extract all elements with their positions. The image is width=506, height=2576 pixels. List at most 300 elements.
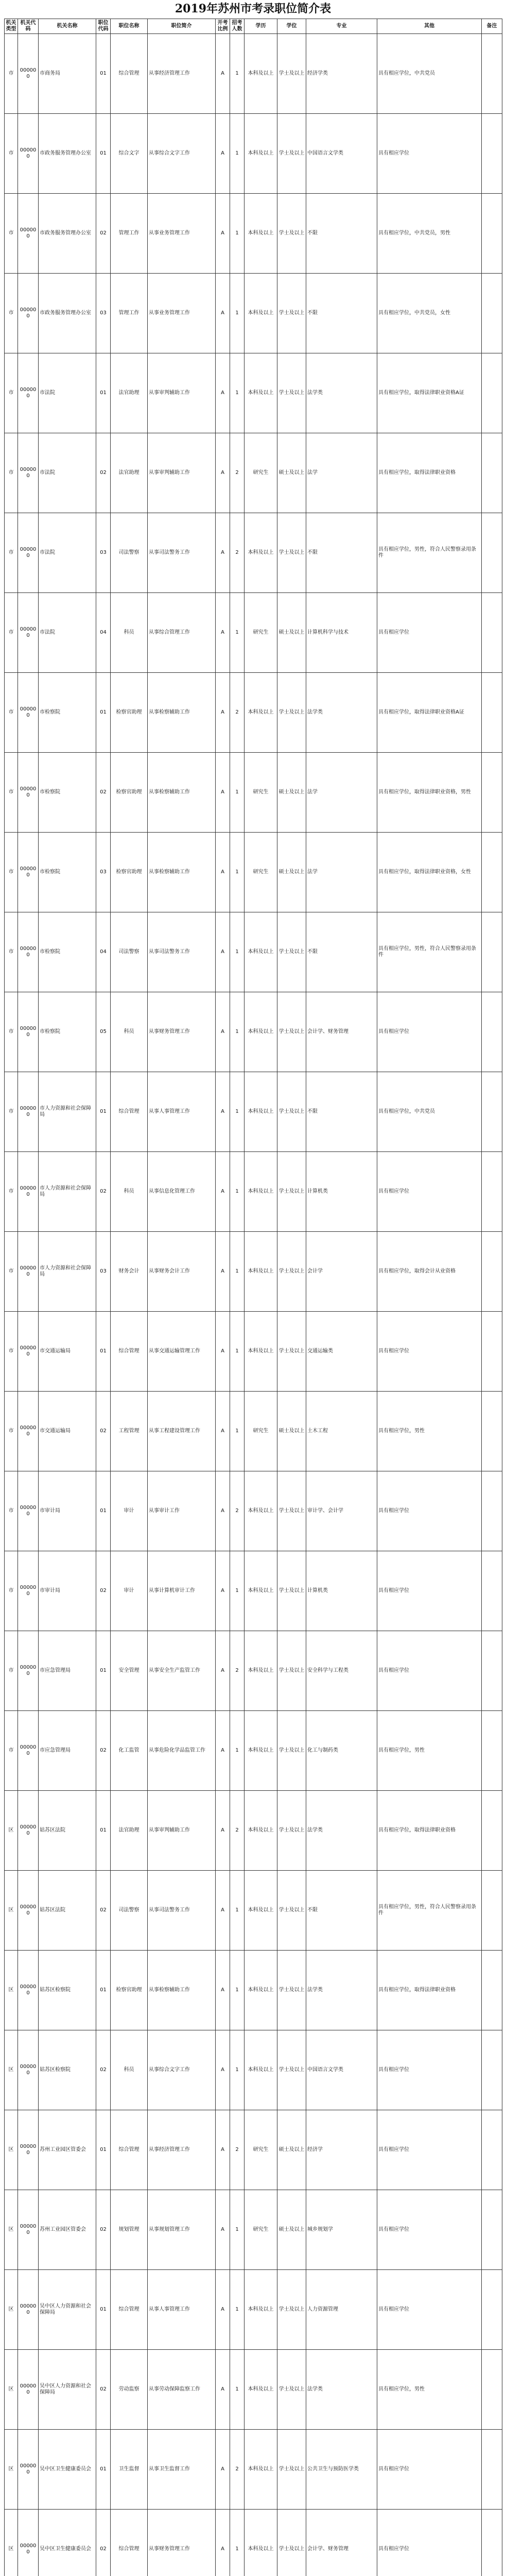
- cell-position-name: 综合管理: [111, 2510, 148, 2576]
- cell-major: 会计学: [306, 1232, 377, 1312]
- column-header-position-name: 职位名称: [111, 19, 148, 34]
- cell-degree: 学士及以上: [277, 912, 306, 992]
- cell-agency-name: 吴中区卫生健康委员会: [39, 2430, 96, 2510]
- cell-position-code: 01: [96, 1631, 111, 1711]
- cell-education: 本科及以上: [245, 1551, 277, 1631]
- cell-position-code: 01: [96, 34, 111, 114]
- cell-headcount: 1: [230, 1871, 245, 1951]
- cell-exam-ratio: A: [216, 912, 230, 992]
- cell-degree: 硕士及以上: [277, 593, 306, 673]
- cell-degree: 学士及以上: [277, 2270, 306, 2350]
- cell-agency-type: 市: [5, 753, 18, 833]
- cell-other-requirements: 具有相应学位，男性，符合人民警察录用条件: [377, 513, 482, 593]
- cell-exam-ratio: A: [216, 1791, 230, 1871]
- cell-exam-ratio: A: [216, 513, 230, 593]
- cell-agency-type: 区: [5, 2030, 18, 2110]
- table-row: [5, 1711, 502, 1791]
- cell-headcount: 1: [230, 992, 245, 1072]
- cell-degree: 学士及以上: [277, 194, 306, 274]
- table-row: [5, 1392, 502, 1471]
- cell-position-code: 02: [96, 2350, 111, 2430]
- cell-major: 经济学: [306, 2110, 377, 2190]
- table-row: [5, 992, 502, 1072]
- cell-agency-code: 000000: [18, 2190, 39, 2270]
- cell-headcount: 1: [230, 593, 245, 673]
- cell-headcount: 1: [230, 2350, 245, 2430]
- cell-position-name: 司法警察: [111, 912, 148, 992]
- cell-position-name: 综合管理: [111, 1312, 148, 1392]
- cell-position-name: 检察官助理: [111, 753, 148, 833]
- cell-other-requirements: 具有相应学位，男性: [377, 1711, 482, 1791]
- cell-position-code: 01: [96, 114, 111, 194]
- cell-agency-code: 000000: [18, 513, 39, 593]
- cell-position-desc: 从事审判辅助工作: [148, 353, 216, 433]
- cell-major: 法学类: [306, 673, 377, 753]
- cell-remarks: [482, 2030, 502, 2110]
- table-row: [5, 1471, 502, 1551]
- cell-headcount: 1: [230, 1072, 245, 1152]
- cell-headcount: 2: [230, 1791, 245, 1871]
- cell-major: 中国语言文学类: [306, 114, 377, 194]
- cell-headcount: 1: [230, 833, 245, 912]
- cell-other-requirements: 具有相应学位，取得法律职业资格，男性: [377, 753, 482, 833]
- cell-education: 本科及以上: [245, 1471, 277, 1551]
- cell-position-desc: 从事司法警务工作: [148, 1871, 216, 1951]
- cell-position-desc: 从事司法警务工作: [148, 513, 216, 593]
- cell-remarks: [482, 673, 502, 753]
- cell-headcount: 1: [230, 1551, 245, 1631]
- cell-major: 不限: [306, 274, 377, 353]
- cell-position-desc: 从事人事管理工作: [148, 2270, 216, 2350]
- cell-other-requirements: 具有相应学位，取得会计从业资格: [377, 1232, 482, 1312]
- cell-agency-name: 姑苏区法院: [39, 1791, 96, 1871]
- cell-other-requirements: 具有相应学位: [377, 114, 482, 194]
- cell-education: 研究生: [245, 2110, 277, 2190]
- cell-agency-type: 区: [5, 2110, 18, 2190]
- table-row: [5, 1631, 502, 1711]
- cell-degree: 硕士及以上: [277, 2110, 306, 2190]
- cell-position-desc: 从事经济管理工作: [148, 34, 216, 114]
- cell-remarks: [482, 833, 502, 912]
- cell-agency-code: 000000: [18, 433, 39, 513]
- cell-position-code: 02: [96, 1551, 111, 1631]
- cell-agency-type: 市: [5, 1152, 18, 1232]
- cell-agency-code: 000000: [18, 1312, 39, 1392]
- cell-position-code: 02: [96, 753, 111, 833]
- cell-major: 会计学、财务管理: [306, 992, 377, 1072]
- table-row: [5, 1951, 502, 2030]
- column-header-education: 学历: [245, 19, 277, 34]
- cell-major: 不限: [306, 1072, 377, 1152]
- cell-degree: 学士及以上: [277, 34, 306, 114]
- cell-position-desc: 从事检察辅助工作: [148, 833, 216, 912]
- cell-position-name: 司法警察: [111, 513, 148, 593]
- cell-remarks: [482, 2430, 502, 2510]
- cell-major: 化工与制药类: [306, 1711, 377, 1791]
- cell-remarks: [482, 753, 502, 833]
- cell-agency-name: 市交通运输局: [39, 1392, 96, 1471]
- cell-agency-name: 市人力资源和社会保障局: [39, 1072, 96, 1152]
- cell-exam-ratio: A: [216, 1551, 230, 1631]
- cell-education: 本科及以上: [245, 1152, 277, 1232]
- table-row: [5, 1152, 502, 1232]
- cell-agency-type: 市: [5, 194, 18, 274]
- cell-major: 法学: [306, 433, 377, 513]
- cell-agency-type: 区: [5, 1791, 18, 1871]
- cell-position-code: 01: [96, 2270, 111, 2350]
- cell-agency-code: 000000: [18, 1232, 39, 1312]
- cell-agency-type: 区: [5, 1871, 18, 1951]
- cell-position-code: 01: [96, 1312, 111, 1392]
- cell-other-requirements: 具有相应学位，取得法律职业资格: [377, 433, 482, 513]
- cell-agency-type: 市: [5, 353, 18, 433]
- cell-agency-code: 000000: [18, 2110, 39, 2190]
- cell-degree: 学士及以上: [277, 1072, 306, 1152]
- cell-exam-ratio: A: [216, 1072, 230, 1152]
- cell-agency-name: 市应急管理局: [39, 1711, 96, 1791]
- cell-exam-ratio: A: [216, 1711, 230, 1791]
- cell-education: 本科及以上: [245, 1711, 277, 1791]
- cell-position-name: 科员: [111, 992, 148, 1072]
- cell-education: 本科及以上: [245, 274, 277, 353]
- cell-other-requirements: 具有相应学位: [377, 992, 482, 1072]
- cell-remarks: [482, 1232, 502, 1312]
- cell-agency-name: 市人力资源和社会保障局: [39, 1232, 96, 1312]
- cell-agency-code: 000000: [18, 2270, 39, 2350]
- cell-other-requirements: 具有相应学位: [377, 593, 482, 673]
- cell-agency-name: 苏州工业园区管委会: [39, 2190, 96, 2270]
- cell-remarks: [482, 1631, 502, 1711]
- cell-education: 本科及以上: [245, 353, 277, 433]
- cell-degree: 学士及以上: [277, 673, 306, 753]
- cell-agency-name: 市人力资源和社会保障局: [39, 1152, 96, 1232]
- cell-education: 本科及以上: [245, 992, 277, 1072]
- cell-remarks: [482, 1152, 502, 1232]
- cell-agency-code: 000000: [18, 1551, 39, 1631]
- cell-position-desc: 从事人事管理工作: [148, 1072, 216, 1152]
- cell-agency-code: 000000: [18, 194, 39, 274]
- cell-headcount: 1: [230, 2270, 245, 2350]
- cell-agency-name: 市法院: [39, 353, 96, 433]
- cell-major: 不限: [306, 194, 377, 274]
- cell-degree: 学士及以上: [277, 2430, 306, 2510]
- cell-position-code: 02: [96, 2030, 111, 2110]
- cell-exam-ratio: A: [216, 194, 230, 274]
- cell-remarks: [482, 1951, 502, 2030]
- cell-major: 公共卫生与预防医学类: [306, 2430, 377, 2510]
- cell-agency-name: 市政务服务管理办公室: [39, 114, 96, 194]
- cell-exam-ratio: A: [216, 753, 230, 833]
- cell-position-name: 检察官助理: [111, 833, 148, 912]
- cell-major: 人力资源管理: [306, 2270, 377, 2350]
- cell-agency-name: 姑苏区检察院: [39, 2030, 96, 2110]
- cell-position-code: 03: [96, 833, 111, 912]
- column-header-agency-type: 机关类型: [5, 19, 18, 34]
- table-row: [5, 1551, 502, 1631]
- cell-agency-code: 000000: [18, 1072, 39, 1152]
- cell-position-name: 卫生监督: [111, 2430, 148, 2510]
- cell-position-desc: 从事劳动保障监察工作: [148, 2350, 216, 2430]
- cell-agency-name: 市检察院: [39, 833, 96, 912]
- cell-agency-name: 姑苏区法院: [39, 1871, 96, 1951]
- cell-degree: 学士及以上: [277, 353, 306, 433]
- cell-major: 审计学、会计学: [306, 1471, 377, 1551]
- cell-major: 土木工程: [306, 1392, 377, 1471]
- cell-position-desc: 从事卫生监督工作: [148, 2430, 216, 2510]
- cell-remarks: [482, 114, 502, 194]
- column-header-remarks: 备注: [482, 19, 502, 34]
- cell-other-requirements: 具有相应学位，取得法律职业资格: [377, 1951, 482, 2030]
- cell-other-requirements: 具有相应学位，男性: [377, 1392, 482, 1471]
- cell-agency-name: 吴中区人力资源和社会保障局: [39, 2270, 96, 2350]
- cell-agency-type: 区: [5, 2190, 18, 2270]
- table-row: [5, 353, 502, 433]
- cell-agency-type: 区: [5, 1951, 18, 2030]
- table-row: [5, 2270, 502, 2350]
- cell-position-desc: 从事工程建设管理工作: [148, 1392, 216, 1471]
- cell-position-desc: 从事规划管理工作: [148, 2190, 216, 2270]
- cell-position-code: 02: [96, 433, 111, 513]
- cell-major: 计算机类: [306, 1152, 377, 1232]
- cell-degree: 学士及以上: [277, 1152, 306, 1232]
- cell-exam-ratio: A: [216, 1951, 230, 2030]
- cell-degree: 学士及以上: [277, 513, 306, 593]
- cell-major: 城乡规划学: [306, 2190, 377, 2270]
- cell-headcount: 2: [230, 2430, 245, 2510]
- cell-education: 本科及以上: [245, 1072, 277, 1152]
- cell-education: 本科及以上: [245, 194, 277, 274]
- cell-agency-name: 吴中区卫生健康委员会: [39, 2510, 96, 2576]
- cell-agency-name: 市检察院: [39, 673, 96, 753]
- table-row: [5, 114, 502, 194]
- table-row: [5, 593, 502, 673]
- cell-remarks: [482, 2110, 502, 2190]
- cell-headcount: 1: [230, 1711, 245, 1791]
- cell-position-desc: 从事审判辅助工作: [148, 1791, 216, 1871]
- cell-position-name: 管理工作: [111, 194, 148, 274]
- cell-position-desc: 从事计算机审计工作: [148, 1551, 216, 1631]
- cell-position-code: 02: [96, 1152, 111, 1232]
- cell-education: 本科及以上: [245, 912, 277, 992]
- cell-position-name: 综合管理: [111, 2110, 148, 2190]
- cell-degree: 学士及以上: [277, 274, 306, 353]
- cell-degree: 硕士及以上: [277, 2190, 306, 2270]
- cell-remarks: [482, 1072, 502, 1152]
- cell-agency-code: 000000: [18, 753, 39, 833]
- cell-remarks: [482, 1711, 502, 1791]
- cell-exam-ratio: A: [216, 1871, 230, 1951]
- cell-agency-name: 市检察院: [39, 992, 96, 1072]
- cell-agency-code: 000000: [18, 673, 39, 753]
- cell-agency-name: 市政务服务管理办公室: [39, 194, 96, 274]
- table-row: [5, 2110, 502, 2190]
- cell-exam-ratio: A: [216, 833, 230, 912]
- cell-agency-type: 区: [5, 2350, 18, 2430]
- cell-education: 研究生: [245, 1392, 277, 1471]
- cell-position-desc: 从事业务管理工作: [148, 274, 216, 353]
- cell-position-code: 04: [96, 593, 111, 673]
- cell-degree: 学士及以上: [277, 1471, 306, 1551]
- cell-education: 本科及以上: [245, 1631, 277, 1711]
- cell-position-name: 司法警察: [111, 1871, 148, 1951]
- cell-education: 研究生: [245, 593, 277, 673]
- cell-agency-type: 市: [5, 1392, 18, 1471]
- cell-education: 本科及以上: [245, 114, 277, 194]
- cell-headcount: 2: [230, 513, 245, 593]
- cell-agency-code: 000000: [18, 2510, 39, 2576]
- table-row: [5, 2510, 502, 2576]
- column-header-headcount: 招考人数: [230, 19, 245, 34]
- cell-exam-ratio: A: [216, 1312, 230, 1392]
- cell-remarks: [482, 1791, 502, 1871]
- cell-remarks: [482, 513, 502, 593]
- cell-position-name: 规划管理: [111, 2190, 148, 2270]
- cell-exam-ratio: A: [216, 2110, 230, 2190]
- cell-position-name: 安全管理: [111, 1631, 148, 1711]
- cell-position-code: 03: [96, 1232, 111, 1312]
- cell-other-requirements: 具有相应学位: [377, 2270, 482, 2350]
- cell-headcount: 1: [230, 114, 245, 194]
- cell-education: 本科及以上: [245, 1791, 277, 1871]
- cell-other-requirements: 具有相应学位: [377, 1312, 482, 1392]
- cell-remarks: [482, 2190, 502, 2270]
- cell-degree: 学士及以上: [277, 1871, 306, 1951]
- cell-exam-ratio: A: [216, 1152, 230, 1232]
- cell-position-code: 01: [96, 2430, 111, 2510]
- cell-position-name: 审计: [111, 1551, 148, 1631]
- table-row: [5, 433, 502, 513]
- cell-agency-code: 000000: [18, 1951, 39, 2030]
- cell-agency-name: 市政务服务管理办公室: [39, 274, 96, 353]
- table-body: [5, 34, 502, 2576]
- cell-headcount: 1: [230, 2190, 245, 2270]
- cell-major: 交通运输类: [306, 1312, 377, 1392]
- cell-education: 本科及以上: [245, 1871, 277, 1951]
- cell-major: 计算机科学与技术: [306, 593, 377, 673]
- cell-position-desc: 从事检察辅助工作: [148, 753, 216, 833]
- cell-agency-code: 000000: [18, 912, 39, 992]
- cell-position-name: 法官助理: [111, 433, 148, 513]
- cell-exam-ratio: A: [216, 433, 230, 513]
- cell-other-requirements: 具有相应学位: [377, 2110, 482, 2190]
- cell-agency-type: 市: [5, 833, 18, 912]
- cell-position-desc: 从事经济管理工作: [148, 2110, 216, 2190]
- cell-agency-type: 市: [5, 114, 18, 194]
- cell-position-name: 法官助理: [111, 353, 148, 433]
- cell-position-name: 检察官助理: [111, 1951, 148, 2030]
- cell-agency-code: 000000: [18, 2350, 39, 2430]
- cell-agency-name: 市法院: [39, 513, 96, 593]
- cell-remarks: [482, 2350, 502, 2430]
- cell-education: 研究生: [245, 2190, 277, 2270]
- cell-position-code: 01: [96, 353, 111, 433]
- cell-agency-name: 市交通运输局: [39, 1312, 96, 1392]
- cell-agency-type: 市: [5, 513, 18, 593]
- cell-agency-type: 市: [5, 433, 18, 513]
- table-row: [5, 1871, 502, 1951]
- cell-degree: 学士及以上: [277, 1791, 306, 1871]
- cell-agency-type: 市: [5, 1072, 18, 1152]
- cell-remarks: [482, 1312, 502, 1392]
- cell-other-requirements: 具有相应学位: [377, 2430, 482, 2510]
- cell-degree: 学士及以上: [277, 1312, 306, 1392]
- cell-position-name: 科员: [111, 1152, 148, 1232]
- cell-position-desc: 从事安全生产监管工作: [148, 1631, 216, 1711]
- cell-remarks: [482, 593, 502, 673]
- cell-headcount: 1: [230, 2030, 245, 2110]
- cell-headcount: 1: [230, 2510, 245, 2576]
- cell-agency-name: 市法院: [39, 593, 96, 673]
- cell-major: 法学: [306, 833, 377, 912]
- cell-agency-code: 000000: [18, 1711, 39, 1791]
- table-row: [5, 833, 502, 912]
- cell-position-desc: 从事综合文字工作: [148, 114, 216, 194]
- cell-position-desc: 从事财务会计工作: [148, 1232, 216, 1312]
- cell-agency-type: 市: [5, 1631, 18, 1711]
- table-row: [5, 34, 502, 114]
- cell-education: 本科及以上: [245, 2430, 277, 2510]
- cell-education: 研究生: [245, 753, 277, 833]
- cell-position-code: 05: [96, 992, 111, 1072]
- cell-position-name: 财务会计: [111, 1232, 148, 1312]
- cell-position-name: 工程管理: [111, 1392, 148, 1471]
- cell-remarks: [482, 1871, 502, 1951]
- table-row: [5, 912, 502, 992]
- cell-other-requirements: 具有相应学位，取得法律职业资格A证: [377, 353, 482, 433]
- cell-agency-name: 市检察院: [39, 753, 96, 833]
- cell-degree: 硕士及以上: [277, 433, 306, 513]
- cell-other-requirements: 具有相应学位，取得法律职业资格A证: [377, 673, 482, 753]
- cell-position-name: 法官助理: [111, 1791, 148, 1871]
- cell-remarks: [482, 274, 502, 353]
- column-header-agency-name: 机关名称: [39, 19, 96, 34]
- cell-major: 法学类: [306, 1791, 377, 1871]
- cell-other-requirements: 具有相应学位，男性: [377, 2350, 482, 2430]
- cell-position-name: 综合管理: [111, 1072, 148, 1152]
- cell-agency-code: 000000: [18, 1471, 39, 1551]
- cell-position-name: 科员: [111, 593, 148, 673]
- cell-position-name: 综合管理: [111, 2270, 148, 2350]
- cell-headcount: 1: [230, 912, 245, 992]
- cell-education: 本科及以上: [245, 2270, 277, 2350]
- cell-other-requirements: 具有相应学位: [377, 1631, 482, 1711]
- cell-agency-name: 苏州工业园区管委会: [39, 2110, 96, 2190]
- cell-education: 本科及以上: [245, 1312, 277, 1392]
- cell-education: 研究生: [245, 433, 277, 513]
- cell-exam-ratio: A: [216, 2030, 230, 2110]
- cell-agency-code: 000000: [18, 1871, 39, 1951]
- cell-remarks: [482, 34, 502, 114]
- table-row: [5, 513, 502, 593]
- cell-education: 本科及以上: [245, 2030, 277, 2110]
- cell-other-requirements: 具有相应学位: [377, 1471, 482, 1551]
- cell-degree: 学士及以上: [277, 114, 306, 194]
- cell-headcount: 2: [230, 1631, 245, 1711]
- cell-degree: 学士及以上: [277, 1551, 306, 1631]
- cell-position-code: 03: [96, 274, 111, 353]
- cell-degree: 硕士及以上: [277, 1392, 306, 1471]
- cell-exam-ratio: A: [216, 34, 230, 114]
- cell-position-code: 02: [96, 2510, 111, 2576]
- cell-remarks: [482, 1551, 502, 1631]
- cell-agency-name: 市审计局: [39, 1471, 96, 1551]
- cell-headcount: 1: [230, 1232, 245, 1312]
- cell-education: 本科及以上: [245, 1951, 277, 2030]
- cell-exam-ratio: A: [216, 992, 230, 1072]
- cell-exam-ratio: A: [216, 1392, 230, 1471]
- table-row: [5, 2430, 502, 2510]
- cell-agency-type: 市: [5, 34, 18, 114]
